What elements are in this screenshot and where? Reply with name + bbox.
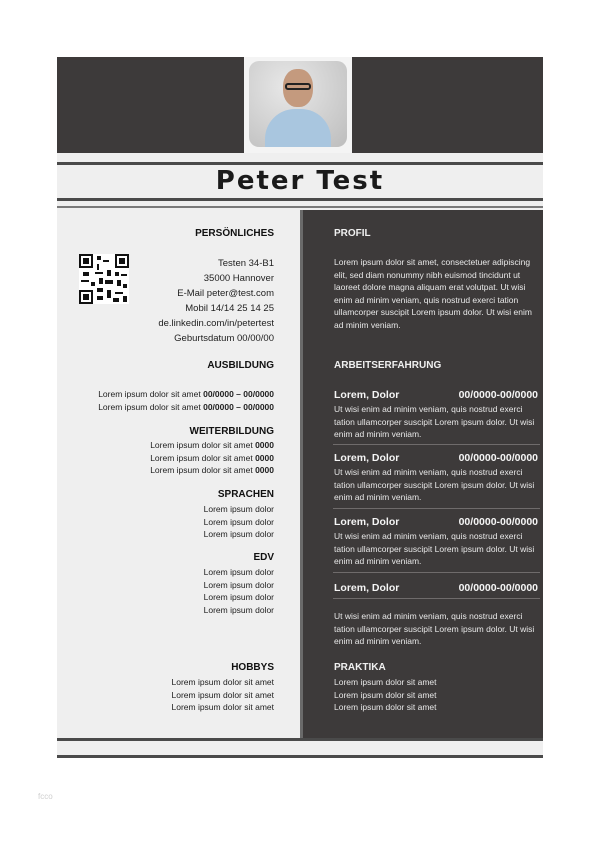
linkedin-line: de.linkedin.com/in/petertest [158,318,274,329]
personal-details [158,256,274,346]
job-separator [333,444,540,445]
job-description: Ut wisi enim ad minim veniam, quis nostrud exerci tation ullamcorper suscipit Lorem ipsum dolor. Ut wisi enim ad minim veniam. [334,404,535,439]
name-rule [57,198,543,201]
hobbies-heading: HOBBYS [231,662,274,673]
email-line: E-Mail peter@test.com [177,288,274,299]
bottom-rule [57,738,543,741]
language-item: Lorem ipsum dolor [203,529,274,539]
edv-item: Lorem ipsum dolor [203,592,274,602]
experience-heading: ARBEITSERFAHRUNG [334,360,442,371]
internship-item: Lorem ipsum dolor sit amet [334,702,437,712]
training-row: Lorem ipsum dolor sit amet 0000 [150,452,274,463]
job-separator [333,508,540,509]
personal-heading: PERSÖNLICHES [195,228,274,239]
job-description: Ut wisi enim ad minim veniam, quis nostrud exerci tation ullamcorper suscipit Lorem ipsum dolor. Ut wisi enim ad minim veniam. [334,611,535,646]
languages-heading: SPRACHEN [217,489,274,500]
training-row: Lorem ipsum dolor sit amet 0000 [150,465,274,475]
job-separator [333,598,540,599]
job-title-row [334,389,538,401]
bottom-rule-lower [57,755,543,758]
education-row: Lorem ipsum dolor sit amet 00/0000 – 00/0000 [98,401,274,412]
column-divider [300,210,303,738]
name-rule-thin [57,206,543,208]
hobby-item: Lorem ipsum dolor sit amet [171,677,274,687]
internship-item: Lorem ipsum dolor sit amet [334,677,437,687]
job-dates: 00/0000-00/0000 [458,582,538,594]
hobbies-list [171,676,274,714]
edv-heading: EDV [253,552,274,563]
edv-item: Lorem ipsum dolor [203,604,274,615]
job-title: Lorem, Dolor [334,389,400,401]
internships-heading: PRAKTIKA [334,662,386,673]
education-list [98,388,274,413]
language-item: Lorem ipsum dolor [203,504,274,514]
training-heading: WEITERBILDUNG [189,426,274,437]
training-list [150,439,274,477]
phone-line: Mobil 14/14 25 14 25 [185,303,274,314]
job-title-row [334,516,538,528]
job-title-row [334,582,538,594]
job-title: Lorem, Dolor [334,516,400,528]
hobby-item: Lorem ipsum dolor sit amet [171,702,274,712]
job-title: Lorem, Dolor [334,452,400,464]
job-dates: 00/0000-00/0000 [458,452,538,464]
education-row: Lorem ipsum dolor sit amet 00/0000 – 00/0000 [98,389,274,399]
profile-text: Lorem ipsum dolor sit amet, consectetuer adipiscing elit, sed diam nonummy nibh euismod tincidunt ut laoreet dolore magna aliquam erat volutpat. Ut wisi enim ad minim veniam, quis nostrud exerci tation ullamcorper suscipit Lorem ipsum dolor. Ut wisi enim ad minim veniam. [334,257,532,330]
job-dates: 00/0000-00/0000 [458,516,538,528]
job-title-row [334,452,538,464]
birthdate-line: Geburtsdatum 00/00/00 [174,333,274,344]
edv-list [204,566,274,616]
internships-list [334,676,539,714]
job-description: Ut wisi enim ad minim veniam, quis nostrud exerci tation ullamcorper suscipit Lorem ipsum dolor. Ut wisi enim ad minim veniam. [334,531,535,566]
training-row: Lorem ipsum dolor sit amet 0000 [150,440,274,450]
internship-item: Lorem ipsum dolor sit amet [334,689,437,700]
edv-item: Lorem ipsum dolor [203,567,274,577]
address-line: Testen 34-B1 [218,258,274,269]
job-dates: 00/0000-00/0000 [458,389,538,401]
top-rule [57,162,543,165]
candidate-name: Peter Test [215,166,385,196]
watermark: fcco [38,792,53,801]
profile-heading: PROFIL [334,228,371,239]
job-description: Ut wisi enim ad minim veniam, quis nostrud exerci tation ullamcorper suscipit Lorem ipsum dolor. Ut wisi enim ad minim veniam. [334,467,535,502]
edv-item: Lorem ipsum dolor [203,579,274,590]
profile-photo [249,61,347,147]
city-line: 35000 Hannover [203,273,274,284]
education-heading: AUSBILDUNG [207,360,274,371]
language-item: Lorem ipsum dolor [203,516,274,527]
hobby-item: Lorem ipsum dolor sit amet [171,689,274,700]
qr-code-icon [79,254,129,304]
languages-list [204,503,274,541]
job-separator [333,572,540,573]
job-title: Lorem, Dolor [334,582,400,594]
